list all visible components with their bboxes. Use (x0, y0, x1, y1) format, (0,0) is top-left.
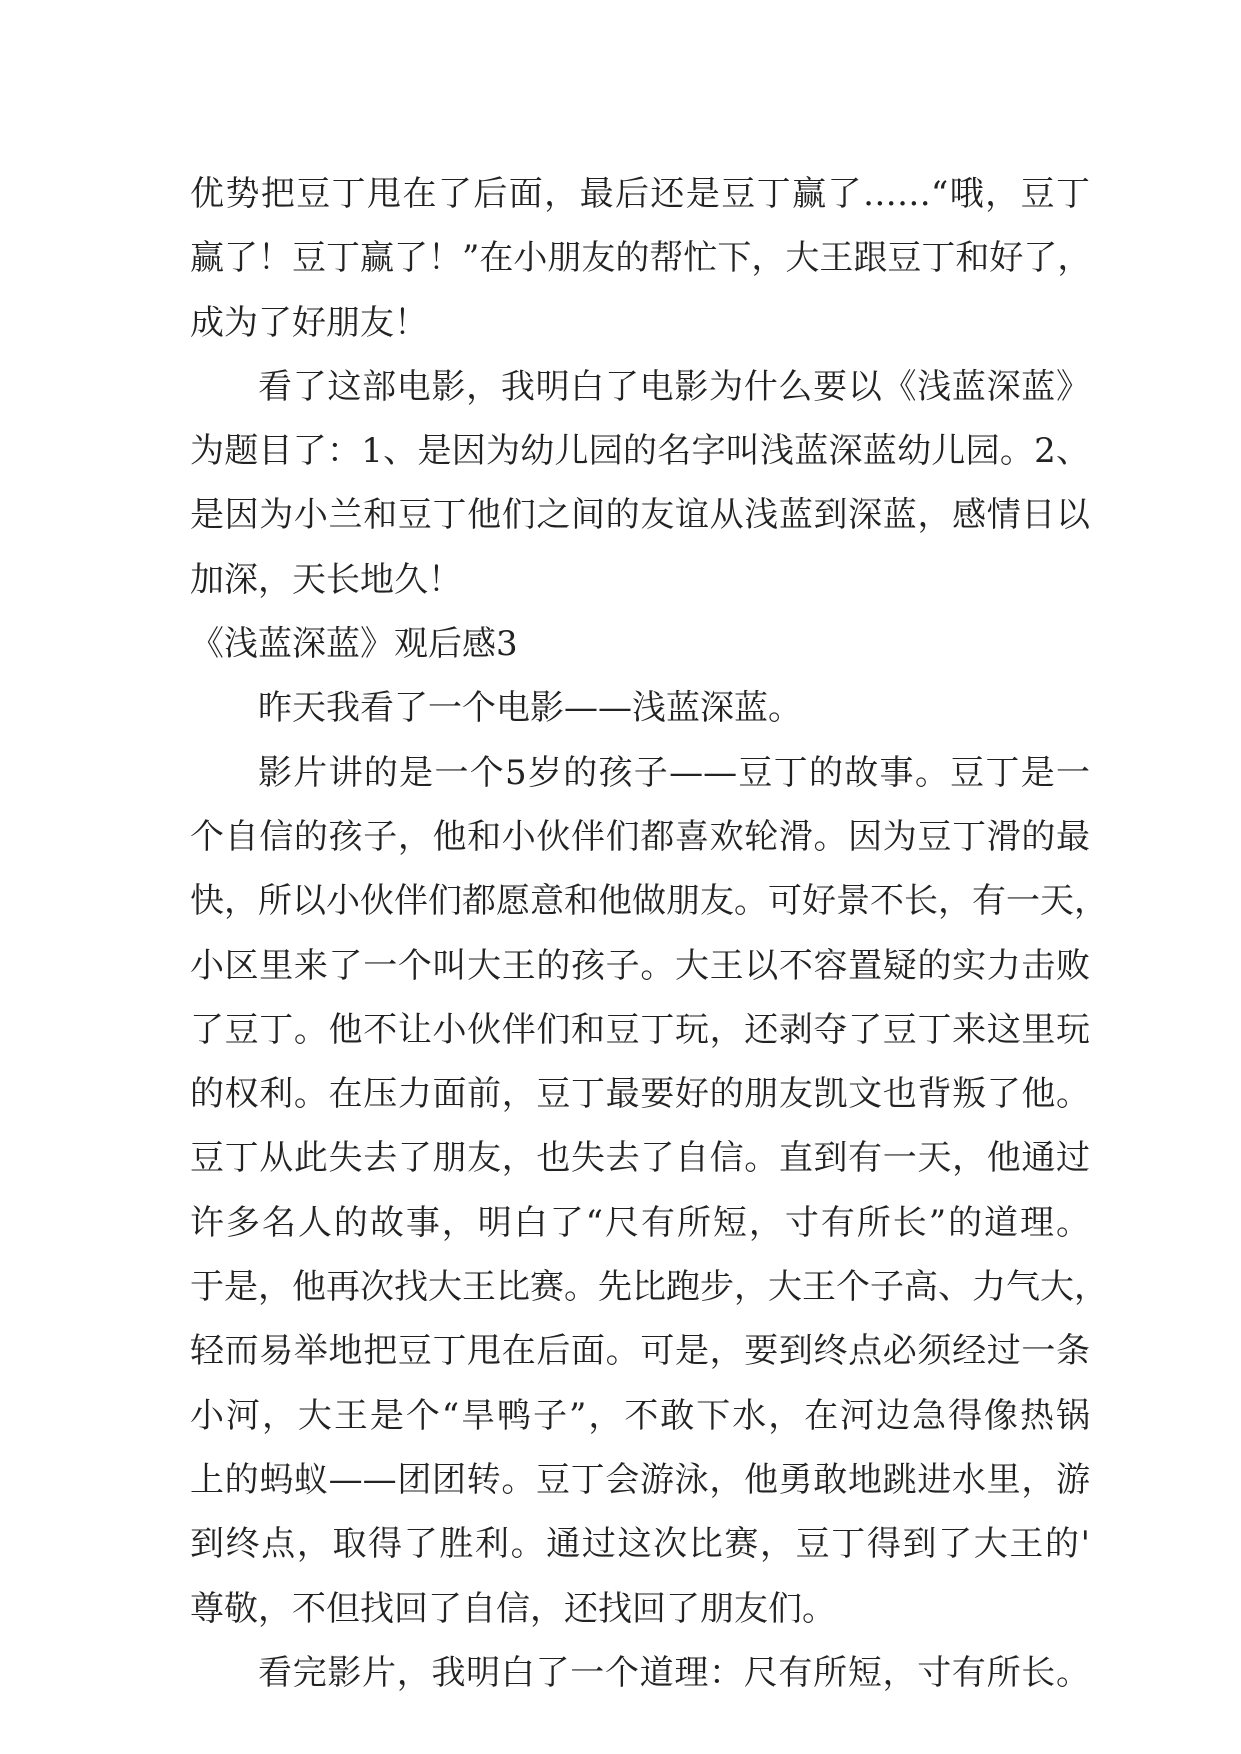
paragraph-line: 许多名人的故事，明白了“尺有所短，寸有所长”的道理。 (190, 1202, 1090, 1243)
paragraph-line: 于是，他再次找大王比赛。先比跑步，大王个子高、力气大， (190, 1267, 1108, 1308)
paragraph-line: 优势把豆丁甩在了后面，最后还是豆丁赢了……“哦，豆丁 (190, 174, 1090, 214)
paragraph-line: 影片讲的是一个5岁的孩子——豆丁的故事。豆丁是一 (258, 752, 1090, 793)
paragraph-line: 了豆丁。他不让小伙伴们和豆丁玩，还剥夺了豆丁来这里玩 (190, 1009, 1090, 1050)
paragraph-line: 到终点，取得了胜利。通过这次比赛，豆丁得到了大王的' (190, 1524, 1090, 1565)
section-heading: 《浅蓝深蓝》观后感3 (190, 624, 518, 665)
paragraph-line: 昨天我看了一个电影——浅蓝深蓝。 (258, 688, 802, 729)
paragraph-line: 是因为小兰和豆丁他们之间的友谊从浅蓝到深蓝，感情日以 (190, 495, 1090, 536)
paragraph-line: 尊敬，不但找回了自信，还找回了朋友们。 (190, 1588, 836, 1629)
paragraph-line: 看了这部电影，我明白了电影为什么要以《浅蓝深蓝》 (258, 366, 1090, 407)
paragraph-line: 为题目了：1、是因为幼儿园的名字叫浅蓝深蓝幼儿园。2、 (190, 431, 1090, 472)
paragraph-line: 豆丁从此失去了朋友，也失去了自信。直到有一天，他通过 (190, 1138, 1090, 1179)
paragraph-line: 成为了好朋友！ (190, 302, 428, 343)
document-body (190, 162, 1108, 1705)
paragraph-line: 小河，大王是个“旱鸭子”，不敢下水，在河边急得像热锅 (190, 1395, 1090, 1436)
paragraph-line: 小区里来了一个叫大王的孩子。大王以不容置疑的实力击败 (190, 945, 1090, 986)
paragraph-line: 轻而易举地把豆丁甩在后面。可是，要到终点必须经过一条 (190, 1331, 1090, 1372)
paragraph-line: 快，所以小伙伴们都愿意和他做朋友。可好景不长，有一天， (190, 881, 1108, 922)
paragraph-line: 个自信的孩子，他和小伙伴们都喜欢轮滑。因为豆丁滑的最 (190, 816, 1090, 857)
paragraph-line: 赢了！豆丁赢了！”在小朋友的帮忙下，大王跟豆丁和好了， (190, 238, 1092, 279)
paragraph-line: 加深，天长地久！ (190, 559, 462, 600)
paragraph-line: 上的蚂蚁——团团转。豆丁会游泳，他勇敢地跳进水里，游 (190, 1459, 1090, 1500)
paragraph-line: 的权利。在压力面前，豆丁最要好的朋友凯文也背叛了他。 (190, 1074, 1090, 1115)
paragraph-line: 看完影片，我明白了一个道理：尺有所短，寸有所长。 (258, 1652, 1090, 1693)
